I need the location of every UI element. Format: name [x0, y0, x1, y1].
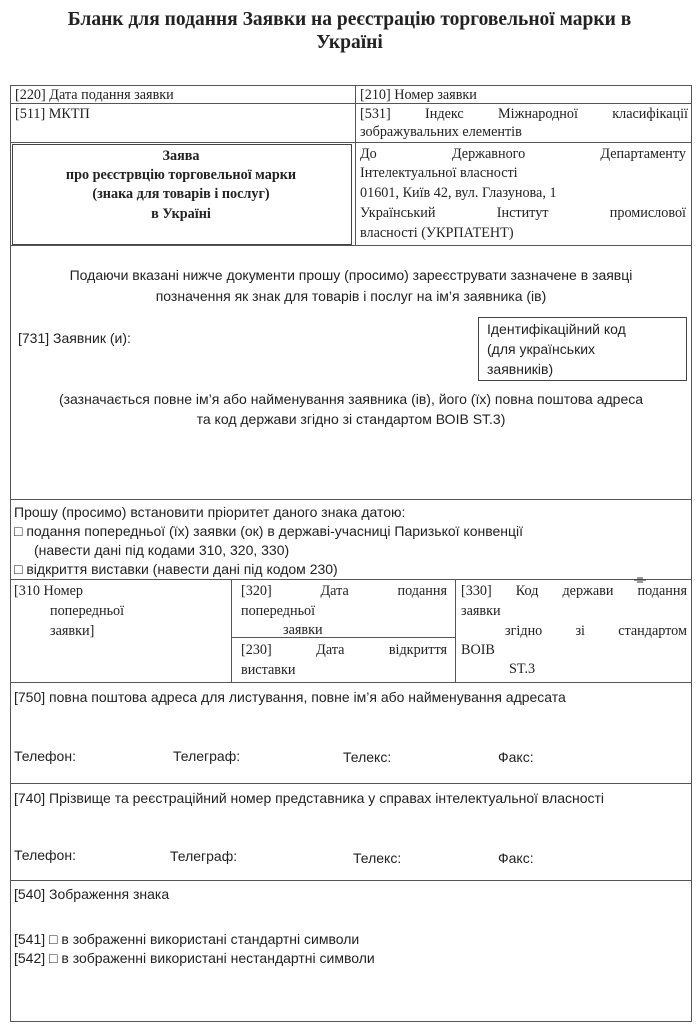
field-750-label: [750] повна поштова адреса для листування, повне ім’я або найменування адресата — [14, 689, 566, 705]
form-title-line1: Бланк для подання Заявки на реєстрацію торговельної марки в — [67, 9, 632, 30]
form-title-line2: Україні — [316, 32, 383, 53]
form-title — [0, 8, 699, 54]
application-line3: (знака для товарів і послуг) — [92, 186, 270, 202]
priority-table-top-line — [10, 579, 692, 580]
field-310-line1: [310 Номер — [14, 583, 83, 599]
field-740-label: [740] Прізвище та реєстраційний номер представника у справах інтелектуальної власності — [14, 790, 605, 806]
identification-code-line1: Ідентифікаційний код — [487, 321, 626, 337]
priority-line1: Прошу (просимо) встановити пріоритет даного знака датою: — [14, 504, 406, 520]
priority-table-divider1 — [231, 579, 232, 682]
row-511-bottom — [10, 142, 692, 143]
field-330-line4: ВОІВ — [461, 642, 495, 658]
frame-bottom-line — [10, 1021, 692, 1022]
application-line1: Заява — [162, 148, 200, 164]
request-line1: Подаючи вказані нижче документи прошу (просимо) зареєструвати зазначене в заявці — [69, 267, 633, 283]
field-310-line3: заявки] — [50, 623, 95, 639]
representative-phone-label: Телефон: — [14, 847, 76, 863]
representative-fax-label: Факс: — [498, 850, 534, 866]
header-divider — [355, 85, 356, 245]
field-531-line2: зображувальних елементів — [360, 124, 522, 140]
representative-bottom-line — [10, 880, 692, 881]
scan-mark — [633, 572, 647, 578]
priority-option1: □ подання попередньої (їх) заявки (ок) в державі-учасниці Паризької конвенції — [14, 523, 524, 539]
application-line4: в Україні — [151, 206, 211, 222]
frame-right-line — [691, 85, 692, 1022]
identification-code-line2: (для українських — [487, 341, 596, 357]
correspondence-phone-label: Телефон: — [14, 748, 76, 764]
field-542-option: [542] □ в зображенні використані нестандартні символи — [14, 950, 375, 966]
frame-left-line — [10, 85, 11, 1022]
priority-table-divider2 — [455, 579, 456, 682]
field-310-line2: попередньої — [50, 603, 125, 619]
field-330-line3: згідно зі стандартом — [505, 623, 687, 639]
identification-code-line3: заявників) — [487, 361, 554, 377]
priority-option1-sub: (навести дані під кодами 310, 320, 330) — [34, 542, 290, 558]
field-731-label: [731] Заявник (и): — [18, 330, 131, 346]
addressee-line1: До Державного Департаменту — [360, 146, 686, 162]
priority-option2: □ відкриття виставки (навести дані під кодом 230) — [14, 561, 338, 577]
correspondence-fax-label: Факс: — [498, 749, 534, 765]
addressee-line5: власності (УКРПАТЕНТ) — [360, 225, 514, 241]
representative-telegraph-label: Телеграф: — [170, 848, 238, 864]
addressee-line2: Інтелектуальної власності — [360, 165, 518, 181]
field-210-label: [210] Номер заявки — [360, 87, 477, 103]
addressee-line4: Український Інститут промислової — [360, 205, 686, 221]
field-220-label: [220] Дата подання заявки — [15, 87, 174, 103]
row-application-bottom — [10, 245, 692, 246]
field-511-label: [511] МКТП — [15, 106, 90, 122]
applicant-note-line1: (зазначається повне ім’я або найменування заявника (ів), його (їх) повна поштова адреса — [58, 391, 644, 407]
request-line2: позначення як знак для товарів і послуг на ім’я заявника (ів) — [155, 288, 547, 304]
priority-top-line — [10, 499, 692, 500]
representative-telex-label: Телекс: — [353, 850, 402, 866]
priority-table-mid-line — [231, 637, 455, 638]
correspondence-telegraph-label: Телеграф: — [173, 748, 241, 764]
field-531-line1: [531] Індекс Міжнародної класифікації — [360, 106, 688, 122]
field-330-line1: [330] Код держави подання — [461, 583, 687, 599]
correspondence-bottom-line — [10, 783, 692, 784]
field-230-line1: [230] Дата відкриття — [241, 642, 447, 658]
correspondence-telex-label: Телекс: — [343, 749, 392, 765]
field-330-line5: ST.3 — [509, 661, 536, 677]
priority-table-bottom-line — [10, 682, 692, 683]
field-320-line1: [320] Дата подання — [241, 583, 447, 599]
field-320-line3: заявки — [283, 622, 323, 638]
field-230-line2: виставки — [241, 662, 296, 678]
field-540-label: [540] Зображення знака — [14, 886, 170, 902]
addressee-line3: 01601, Київ 42, вул. Глазунова, 1 — [360, 185, 557, 201]
applicant-note-line2: та код держави згідно зі стандартом ВОІВ ST.3) — [196, 411, 506, 427]
field-320-line2: попередньої — [241, 603, 316, 619]
field-330-line2: заявки — [461, 603, 501, 619]
application-line2: про реєстрвцію торговельної марки — [65, 167, 297, 183]
field-541-option: [541] □ в зображенні використані стандартні символи — [14, 931, 360, 947]
